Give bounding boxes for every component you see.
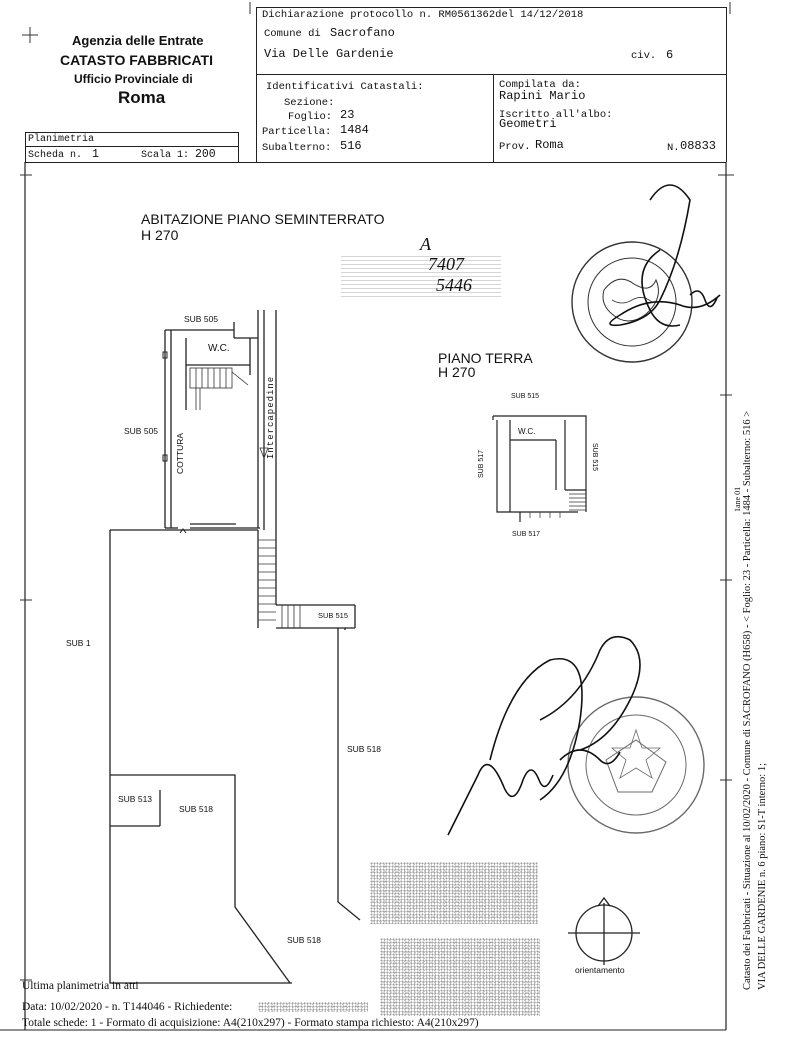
particella-label: Particella: <box>262 126 332 138</box>
stair-piano-terra <box>530 494 586 518</box>
civ-value: 6 <box>666 48 674 62</box>
room-label-intercapedine: Intercapedine <box>266 375 276 459</box>
redacted-richiedente <box>258 1002 368 1012</box>
footer-totale-line: Totale schede: 1 - Formato di acquisizione: A4(210x297) - Formato stampa richiesto: A4(210x297) <box>22 1017 479 1029</box>
scala-label: Scala 1: <box>141 150 190 161</box>
room-label-wc-main: W.C. <box>208 343 230 354</box>
comune-label: Comune di <box>264 28 321 40</box>
room-label-sub515-main: SUB 515 <box>318 611 349 620</box>
room-label-sub518-bottom: SUB 518 <box>287 935 322 945</box>
planimetria-label: Planimetria <box>28 134 95 145</box>
numero-label: N. <box>667 142 680 154</box>
civ-label: civ. <box>631 50 657 62</box>
signature-bottom <box>448 637 640 835</box>
margin-stamp: 1ane 01 <box>733 486 742 512</box>
signature-top <box>610 185 720 326</box>
room-label-wc-small: W.C. <box>518 427 536 436</box>
room-label-sub505-top: SUB 505 <box>184 314 219 324</box>
iscritto-value: Geometri <box>499 117 557 131</box>
subalterno-value: 516 <box>340 139 362 153</box>
particella-value: 1484 <box>340 123 369 137</box>
side-text-catasto: Catasto dei Fabbricati - Situazione al 10/02/2020 - Comune di SACROFANO (H658) - < Foglio: 23 - Particella: 1484 - Subalterno: 516 > <box>742 410 753 990</box>
plan-height-seminterrato: H 270 <box>141 227 179 243</box>
subalterno-label: Subalterno: <box>262 142 332 154</box>
registration-ticks <box>20 2 734 980</box>
catasto-fabbricati-title: CATASTO FABBRICATI <box>60 52 213 68</box>
room-label-sub515-small: SUB 515 <box>511 393 540 400</box>
agency-city: Roma <box>118 88 166 107</box>
room-label-sub517-bottom: SUB 517 <box>512 531 541 538</box>
orientation-label: orientamento <box>575 965 625 975</box>
handwritten-note-3: 5446 <box>436 275 472 295</box>
footer-ultima-planimetria: Ultima planimetria in atti <box>22 980 139 992</box>
foglio-value: 23 <box>340 108 355 122</box>
compilata-value: Rapini Mario <box>499 89 586 103</box>
scheda-label: Scheda n. <box>28 150 83 161</box>
room-label-sub518-right: SUB 518 <box>347 744 382 754</box>
stair-main <box>258 540 300 628</box>
seminterrato-walls <box>110 310 360 983</box>
plan-title-piano-terra: PIANO TERRA <box>438 350 533 366</box>
plan-title-seminterrato: ABITAZIONE PIANO SEMINTERRATO <box>141 211 385 227</box>
plan-height-piano-terra: H 270 <box>438 364 476 380</box>
room-label-sub1: SUB 1 <box>66 638 91 648</box>
faded-stamp-text <box>341 254 501 300</box>
side-text-address: VIA DELLE GARDENIE n. 6 piano: S1-T interno: 1; <box>757 763 768 990</box>
room-label-sub518-inner: SUB 518 <box>179 804 214 814</box>
handwritten-note-2: 7407 <box>428 254 464 274</box>
ufficio-provinciale: Ufficio Provinciale di <box>74 72 193 86</box>
room-label-cottura: COTTURA <box>175 432 185 474</box>
iscritto-label: Iscritto all'albo: <box>499 109 613 121</box>
redacted-area-1 <box>370 862 538 924</box>
scheda-value: 1 <box>92 148 99 161</box>
room-label-sub505-left: SUB 505 <box>124 426 159 436</box>
handwritten-note-1: A <box>420 234 431 254</box>
compilata-label: Compilata da: <box>499 79 581 91</box>
prov-label: Prov. <box>499 141 531 153</box>
agency-name: Agenzia delle Entrate <box>72 33 204 48</box>
orientation-symbol <box>568 898 640 965</box>
foglio-label: Foglio: <box>288 111 333 123</box>
redacted-area-2 <box>380 938 540 1016</box>
notary-stamp-bottom <box>568 697 704 833</box>
sezione-label: Sezione: <box>284 97 335 109</box>
notary-stamp-top <box>572 242 692 362</box>
room-label-sub517-left: SUB 517 <box>478 449 485 478</box>
numero-value: 08833 <box>680 139 717 153</box>
footer-data-line: Data: 10/02/2020 - n. T144046 - Richiedente: <box>22 1001 233 1013</box>
street-name: Via Delle Gardenie <box>264 47 394 61</box>
room-label-sub513: SUB 513 <box>118 794 153 804</box>
prov-value: Roma <box>535 138 564 152</box>
comune-value: Sacrofano <box>330 26 395 40</box>
scala-value: 200 <box>195 148 216 161</box>
declaration-protocol: Dichiarazione protocollo n. RM0561362del 14/12/2018 <box>262 9 584 21</box>
stair-inner <box>190 368 248 410</box>
room-label-sub515-right: SUB 515 <box>591 443 598 472</box>
identificativi-label: Identificativi Catastali: <box>266 81 424 93</box>
